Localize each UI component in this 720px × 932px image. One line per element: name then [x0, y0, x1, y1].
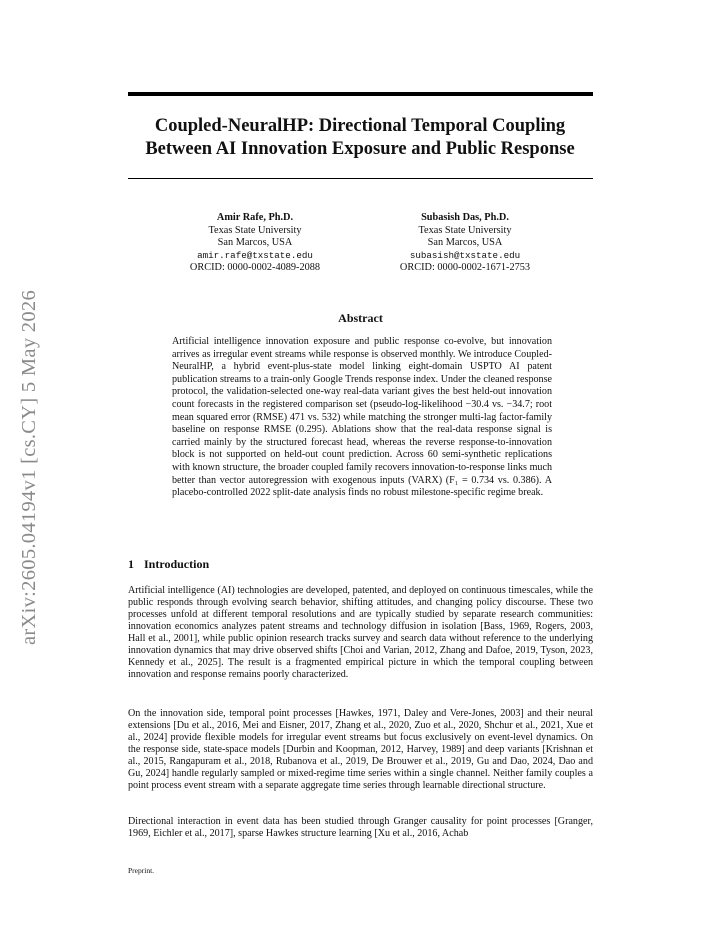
abstract-text: Artificial intelligence innovation exposure and public response co-evolve, but innovation arrives as irregular event streams while response is observed monthly. We introduce Coupled-NeuralHP, a hybrid event-plus-state model linking eight-domain USPTO AI patent publication streams to a train-only Google Trends response index. Under the cleaned response protocol, the validation-selected one-way real-data variant gives the best held-out innovation count forecasts in the registered comparison set (pseudo-log-likelihood −30.4 vs. −34.7; root mean squared error (RMSE) 471 vs. 532) while matching the stronger multi-lag factor-family baseline on response RMSE (0.295). Ablations show that the real-data response signal is carried mainly by the structured forecast head, whereas the reverse response-to-innovation block is not supported on held-out count prediction. Across 60 semi-synthetic replications with known structure, the broader coupled family recovers innovation-to-response links much better than vector autoregression with exogenous inputs (VARX) (F₁ = 0.734 vs. 0.386). A placebo-controlled 2022 split-date analysis finds no robust milestone-specific regime break.	[172, 336, 552, 499]
body-paragraph: Directional interaction in event data has been studied through Granger causality for point processes [Granger, 1969, Eichler et al., 2017], sparse Hawkes structure learning [Xu et al., 2016, Achab	[128, 816, 593, 840]
section-number: 1	[128, 557, 134, 571]
author-block-2	[350, 212, 580, 275]
arxiv-identifier-stamp[interactable]: arXiv:2605.04194v1 [cs.CY] 5 May 2026	[18, 289, 40, 645]
author-location: San Marcos, USA	[217, 237, 293, 249]
author-name: Amir Rafe, Ph.D.	[216, 212, 294, 223]
author-orcid: ORCID: 0000-0002-4089-2088	[189, 262, 321, 274]
author-location: San Marcos, USA	[427, 237, 503, 249]
preprint-footer: Preprint.	[128, 866, 155, 875]
title-top-rule	[128, 92, 593, 96]
paper-title-line-1: Coupled-NeuralHP: Directional Temporal Coupling	[154, 116, 566, 136]
body-paragraph: Artificial intelligence (AI) technologies are developed, patented, and deployed on continuous timescales, while the public responds through evolving search behavior, shifting attitudes, and changing policy discourse. These two processes unfold at different temporal resolutions and are typically studied by separate research communities: innovation economics analyzes patent streams and technology diffusion in isolation [Bass, 1969, Rogers, 2003, Hall et al., 2001], while public opinion research tracks survey and search data without reference to the underlying innovation dynamics that may drive observed shifts [Choi and Varian, 2012, Zhang and Dafoe, 2019, Tyson, 2023, Kennedy et al., 2025]. The result is a fragmented empirical picture in which the temporal coupling between innovation and response remains poorly characterized.	[128, 585, 593, 681]
author-email[interactable]: subasish@txstate.edu	[409, 249, 521, 261]
title-bottom-rule	[128, 178, 593, 179]
abstract-heading: Abstract	[338, 311, 383, 325]
paper-title	[110, 115, 610, 161]
author-affiliation: Texas State University	[418, 224, 512, 236]
paper-title-line-2: Between AI Innovation Exposure and Public Response	[145, 139, 575, 159]
author-email[interactable]: amir.rafe@txstate.edu	[197, 249, 313, 261]
author-name: Subasish Das, Ph.D.	[421, 212, 509, 223]
section-heading-introduction	[128, 557, 209, 572]
body-paragraph: On the innovation side, temporal point processes [Hawkes, 1971, Daley and Vere-Jones, 2003] and their neural extensions [Du et al., 2016, Mei and Eisner, 2017, Zhang et al., 2020, Zuo et al., 2020, Shchur et al., 2021, Xue et al., 2024] provide flexible models for irregular event streams but focus exclusively on event-level dynamics. On the response side, state-space models [Durbin and Koopman, 2012, Harvey, 1989] and deep variants [Krishnan et al., 2015, Rangapuram et al., 2018, Rubanova et al., 2019, De Brouwer et al., 2019, Gu and Dao, 2024, Dao and Gu, 2024] handle regularly sampled or mixed-regime time series within a single channel. Neither family couples a point process event stream with a separate aggregate time series through learnable directional structure.	[128, 708, 593, 792]
author-block-1	[140, 212, 370, 275]
section-title: Introduction	[144, 557, 210, 571]
author-affiliation: Texas State University	[208, 224, 302, 236]
author-orcid: ORCID: 0000-0002-1671-2753	[399, 262, 531, 274]
